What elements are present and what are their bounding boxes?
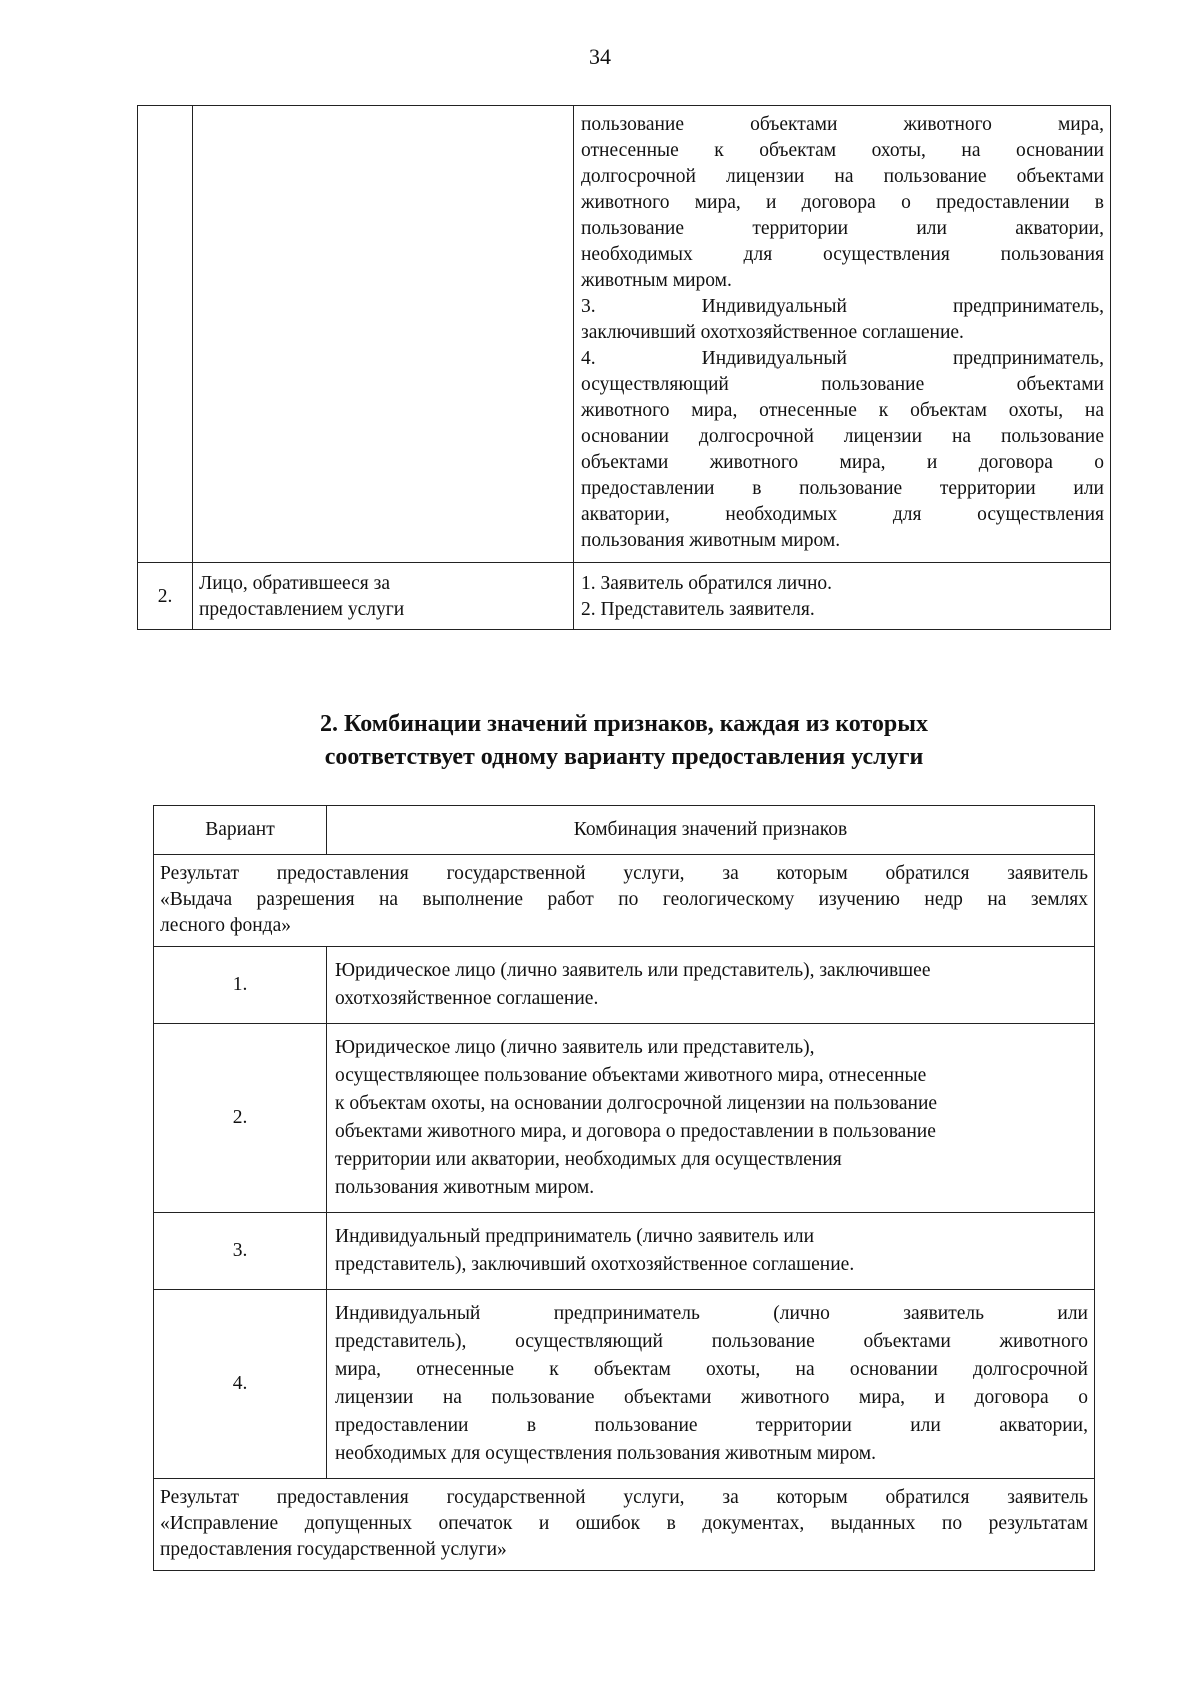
text-line: животного мира, отнесенные к объектам охоты, на [581,400,1104,421]
text-line: Результат предоставления государственной услуги, за которым обратился заявитель [160,863,1088,884]
variants-table [153,805,1095,1571]
text-line: предоставления государственной услуги» [160,1539,507,1560]
feature-cell [193,106,574,563]
text-line: необходимых для осуществления пользования [581,244,1104,265]
feature-cell [193,563,574,630]
table-row [138,106,1111,563]
text-line: акватории, необходимых для осуществления [581,504,1104,525]
text-line: долгосрочной лицензии на пользование объектами [581,166,1104,187]
text-line: отнесенные к объектам охоты, на основании [581,140,1104,161]
combination-cell [327,1290,1095,1479]
text-line: заключивший охотхозяйственное соглашение. [581,322,964,343]
text-line: предоставлении в пользование территории или акватории, [335,1415,1088,1436]
variant-number: 1. [154,947,327,1024]
text-line: Юридическое лицо (лично заявитель или представитель), [335,1037,815,1058]
result-cell [154,1479,1095,1571]
text-line: «Исправление допущенных опечаток и ошибок в документах, выданных по результатам [160,1513,1088,1534]
text-line: охотхозяйственное соглашение. [335,988,599,1009]
text-line: предоставлением услуги [199,599,405,620]
table-row [154,1024,1095,1213]
table-row [138,563,1111,630]
features-table [137,105,1111,630]
text-line: Индивидуальный предприниматель (лично заявитель или [335,1303,1088,1324]
table-row [154,1213,1095,1290]
combination-cell [327,1213,1095,1290]
result-cell [154,855,1095,947]
text-line: мира, отнесенные к объектам охоты, на основании долгосрочной [335,1359,1088,1380]
text-line: пользования животным миром. [581,530,841,551]
text-line: пользование объектами животного мира, [581,114,1104,135]
text-line: объектами животного мира, и договора о [581,452,1104,473]
text-line: представитель), заключивший охотхозяйственное соглашение. [335,1254,855,1275]
result-row [154,855,1095,947]
text-line: пользования животным миром. [335,1177,595,1198]
text-line: 3. Индивидуальный предприниматель, [581,296,1104,317]
combination-cell [327,1024,1095,1213]
combination-cell [327,947,1095,1024]
text-line: объектами животного мира, и договора о предоставлении в пользование [335,1121,936,1142]
text-line: 2. Представитель заявителя. [581,599,815,620]
values-cell [574,106,1111,563]
text-line: территории или акватории, необходимых для осуществления [335,1149,842,1170]
table-header-row [154,806,1095,855]
text-line: 1. Заявитель обратился лично. [581,573,833,594]
table-row [154,1290,1095,1479]
text-line: пользование территории или акватории, [581,218,1104,239]
section-title-line: 2. Комбинации значений признаков, каждая из которых [320,711,928,737]
variant-number: 4. [154,1290,327,1479]
table-row [154,947,1095,1024]
row-number: 2. [138,563,193,630]
text-line: животного мира, и договора о предоставлении в [581,192,1104,213]
text-line: животным миром. [581,270,732,291]
text-line: осуществляющий пользование объектами [581,374,1104,395]
text-line: предоставлении в пользование территории или [581,478,1104,499]
page-number: 34 [589,44,611,69]
text-line: Результат предоставления государственной услуги, за которым обратился заявитель [160,1487,1088,1508]
column-header-combination: Комбинация значений признаков [327,806,1095,855]
text-line: необходимых для осуществления пользования животным миром. [335,1443,876,1464]
text-line: представитель), осуществляющий пользование объектами животного [335,1331,1088,1352]
text-line: 4. Индивидуальный предприниматель, [581,348,1104,369]
text-line: Юридическое лицо (лично заявитель или представитель), заключившее [335,960,931,981]
variant-number: 3. [154,1213,327,1290]
section-title-line: соответствует одному варианту предоставления услуги [324,744,924,770]
result-row [154,1479,1095,1571]
text-line: Лицо, обратившееся за [199,573,391,594]
text-line: основании долгосрочной лицензии на пользование [581,426,1104,447]
text-line: лесного фонда» [160,915,291,936]
section-title [137,708,1111,774]
variant-number: 2. [154,1024,327,1213]
text-line: к объектам охоты, на основании долгосрочной лицензии на пользование [335,1093,938,1114]
text-line: осуществляющее пользование объектами животного мира, отнесенные [335,1065,927,1086]
text-line: Индивидуальный предприниматель (лично заявитель или [335,1226,815,1247]
values-cell [574,563,1111,630]
text-line: «Выдача разрешения на выполнение работ по геологическому изучению недр на землях [160,889,1088,910]
text-line: лицензии на пользование объектами животного мира, и договора о [335,1387,1088,1408]
number-cell [138,106,193,563]
column-header-variant: Вариант [154,806,327,855]
